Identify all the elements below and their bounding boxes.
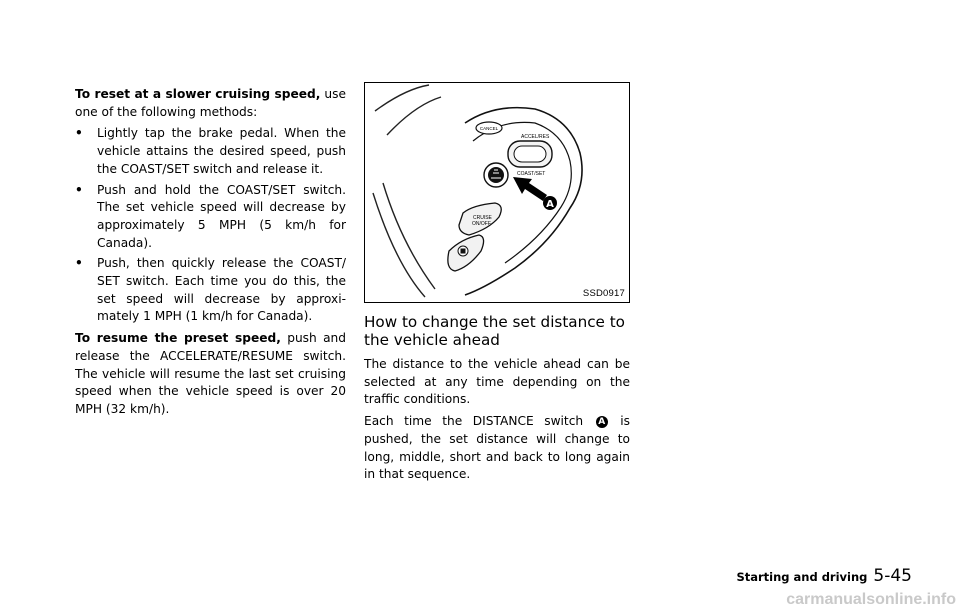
section-heading: How to change the set distance to the vehicle ahead (364, 313, 625, 349)
bullet-icon: • (75, 182, 83, 197)
reset-slower-text: use one of the following methods: (75, 87, 346, 119)
list-item: • Lightly tap the brake pedal. When the vehicle attains the desired speed, push the COAST/SET switch and release it. (75, 126, 346, 176)
callout-a-marker-icon: A (596, 416, 608, 428)
figure-id-label: SSD0917 (582, 288, 625, 299)
coast-set-label: COAST/SET (517, 171, 546, 177)
list-item: • Push, then quickly release the COAST/ SET switch. Each time you do this, the set speed will decrease by approxi- mately 1 MPH (1 km/h for Canada). (75, 256, 346, 324)
page-footer (736, 566, 912, 586)
resume-paragraph (75, 330, 346, 419)
cancel-label: CANCEL (479, 126, 499, 131)
on-off-label: ON/OFF (472, 221, 491, 227)
cruise-label: CRUISE (473, 215, 492, 221)
resume-text: push and release the ACCELERATE/RESUME switch. The vehicle will resume the last set cruising speed when the vehicle speed is over 20 MPH (32 km/h). (75, 331, 346, 416)
distance-switch-paragraph: Each time the DISTANCE switch A is pushed, the set distance will change to long, middle, short and back to long again in that sequence. (364, 414, 630, 482)
left-column (75, 86, 346, 419)
section-name: Starting and driving (736, 570, 868, 584)
watermark: carmanualsonline.info (786, 591, 956, 608)
list-item: • Push and hold the COAST/SET switch. The set vehicle speed will decrease by approximately 5 MPH (5 km/h for Canada). (75, 182, 346, 250)
reset-methods-list (75, 125, 346, 326)
right-column (364, 82, 630, 484)
bullet-icon: • (75, 256, 83, 271)
callout-a-icon: A (546, 199, 554, 210)
distance-intro-paragraph: The distance to the vehicle ahead can be selected at any time depending on the traffic conditions. (364, 357, 630, 407)
reset-slower-lead: To reset at a slower cruising speed, (75, 87, 321, 101)
page-number: 5-45 (873, 566, 912, 586)
accel-res-label: ACCEL/RES (521, 134, 550, 140)
bullet-icon: • (75, 126, 83, 141)
steering-wheel-illustration (365, 83, 629, 302)
steering-switch-figure (364, 82, 630, 303)
resume-lead: To resume the preset speed, (75, 331, 281, 346)
reset-slower-paragraph (75, 86, 346, 121)
